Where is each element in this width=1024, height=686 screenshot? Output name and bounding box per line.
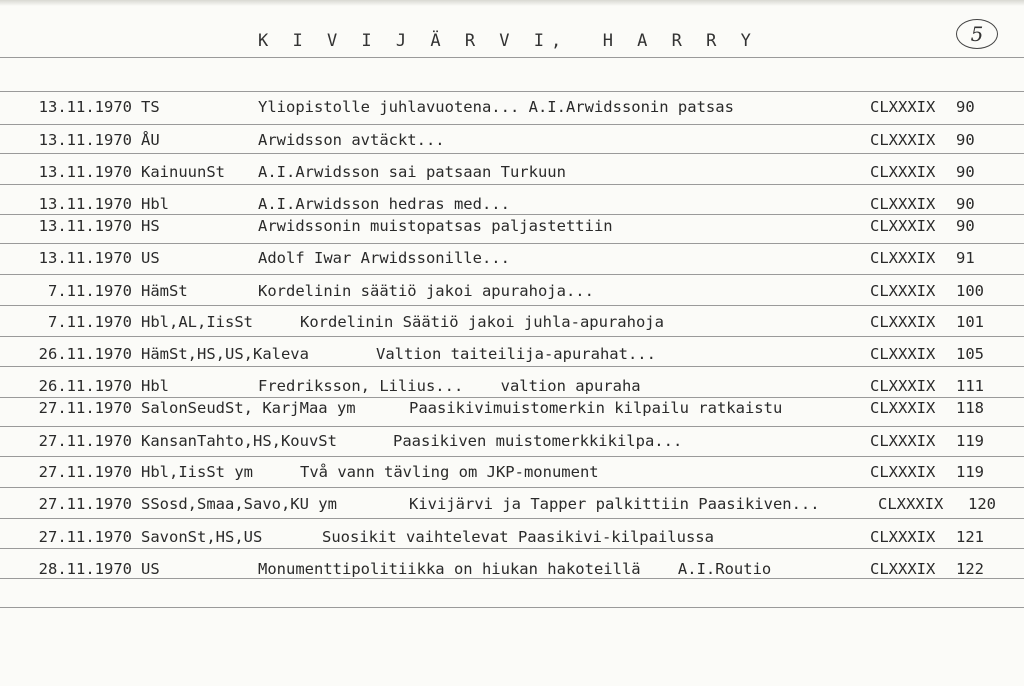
entry-volume: CLXXXIX [870,217,936,235]
entry-source: US [141,249,160,267]
entry-volume: CLXXXIX [870,463,936,481]
entry-source: Hbl [141,377,169,395]
entry-title: Monumenttipolitiikka on hiukan hakoteillä A.I.Routio [258,560,772,578]
entry-date: 27.11.1970 [38,528,132,546]
entry-source: KansanTahto,HS,KouvSt [141,432,337,450]
entry-source: HämSt,HS,US,Kaleva [141,345,309,363]
entry-volume: CLXXXIX [870,399,936,417]
entry-source: ÅU [141,131,160,149]
entry-date: 27.11.1970 [38,432,132,450]
entry-page: 118 [956,399,984,417]
entry-page: 90 [956,163,975,181]
ruled-line [0,91,1024,92]
entry-page: 91 [956,249,975,267]
entry-page: 100 [956,282,984,300]
entry-volume: CLXXXIX [870,98,936,116]
entry-source: Hbl [141,195,169,213]
entry-volume: CLXXXIX [878,495,944,513]
entry-date: 28.11.1970 [38,560,132,578]
entry-date: 26.11.1970 [38,377,132,395]
entry-title: Suosikit vaihtelevat Paasikivi-kilpailussa [322,528,714,546]
entry-page: 90 [956,217,975,235]
entry-date: 13.11.1970 [38,195,132,213]
entry-date: 7.11.1970 [48,282,132,300]
entry-volume: CLXXXIX [870,131,936,149]
entry-source: HämSt [141,282,188,300]
entry-volume: CLXXXIX [870,163,936,181]
entry-date: 13.11.1970 [38,131,132,149]
entry-title: Två vann tävling om JKP-monument [300,463,599,481]
entry-source: Hbl,IisSt ym [141,463,253,481]
entry-page: 101 [956,313,984,331]
ruled-line [0,57,1024,58]
entry-source: HS [141,217,160,235]
entry-volume: CLXXXIX [870,377,936,395]
entry-title: Kordelinin Säätiö jakoi juhla-apurahoja [300,313,664,331]
entry-date: 13.11.1970 [38,217,132,235]
entry-date: 13.11.1970 [38,163,132,181]
entry-title: Fredriksson, Lilius... valtion apuraha [258,377,641,395]
entry-page: 119 [956,463,984,481]
entry-title: Adolf Iwar Arwidssonille... [258,249,510,267]
entry-title: Arwidsson avtäckt... [258,131,445,149]
entry-volume: CLXXXIX [870,345,936,363]
entry-page: 119 [956,432,984,450]
entry-source: TS [141,98,160,116]
entry-source: KainuunSt [141,163,225,181]
entry-volume: CLXXXIX [870,313,936,331]
card-number-circle: 5 [956,19,998,49]
entry-title: Arwidssonin muistopatsas paljastettiin [258,217,613,235]
entry-title: A.I.Arwidsson hedras med... [258,195,510,213]
entry-title: Kordelinin säätiö jakoi apurahoja... [258,282,594,300]
entry-title: Kivijärvi ja Tapper palkittiin Paasikiven... [409,495,820,513]
entry-date: 27.11.1970 [38,399,132,417]
entry-source: SavonSt,HS,US [141,528,263,546]
entry-page: 111 [956,377,984,395]
index-entry [0,560,1024,686]
card-title: K I V I J Ä R V I, H A R R Y [258,31,758,51]
card-top-edge [0,0,1024,6]
entry-volume: CLXXXIX [870,249,936,267]
entry-source: SSosd,Smaa,Savo,KU ym [141,495,337,513]
entry-title: A.I.Arwidsson sai patsaan Turkuun [258,163,566,181]
entry-page: 90 [956,195,975,213]
entry-volume: CLXXXIX [870,282,936,300]
entry-title: Paasikiven muistomerkkikilpa... [393,432,683,450]
entry-page: 90 [956,98,975,116]
entry-date: 13.11.1970 [38,98,132,116]
entry-title: Yliopistolle juhlavuotena... A.I.Arwidssonin patsas [258,98,734,116]
entry-title: Valtion taiteilija-apurahat... [376,345,656,363]
entry-page: 90 [956,131,975,149]
entry-page: 105 [956,345,984,363]
entry-title: Paasikivimuistomerkin kilpailu ratkaistu [409,399,783,417]
entry-date: 26.11.1970 [38,345,132,363]
entry-source: US [141,560,160,578]
entry-source: Hbl,AL,IisSt [141,313,253,331]
entry-source: SalonSeudSt, KarjMaa ym [141,399,356,417]
entry-page: 120 [968,495,996,513]
entry-date: 13.11.1970 [38,249,132,267]
entry-page: 122 [956,560,984,578]
entry-date: 27.11.1970 [38,463,132,481]
entry-date: 7.11.1970 [48,313,132,331]
entry-volume: CLXXXIX [870,195,936,213]
entry-volume: CLXXXIX [870,432,936,450]
entry-date: 27.11.1970 [38,495,132,513]
entry-page: 121 [956,528,984,546]
entry-volume: CLXXXIX [870,528,936,546]
entry-volume: CLXXXIX [870,560,936,578]
